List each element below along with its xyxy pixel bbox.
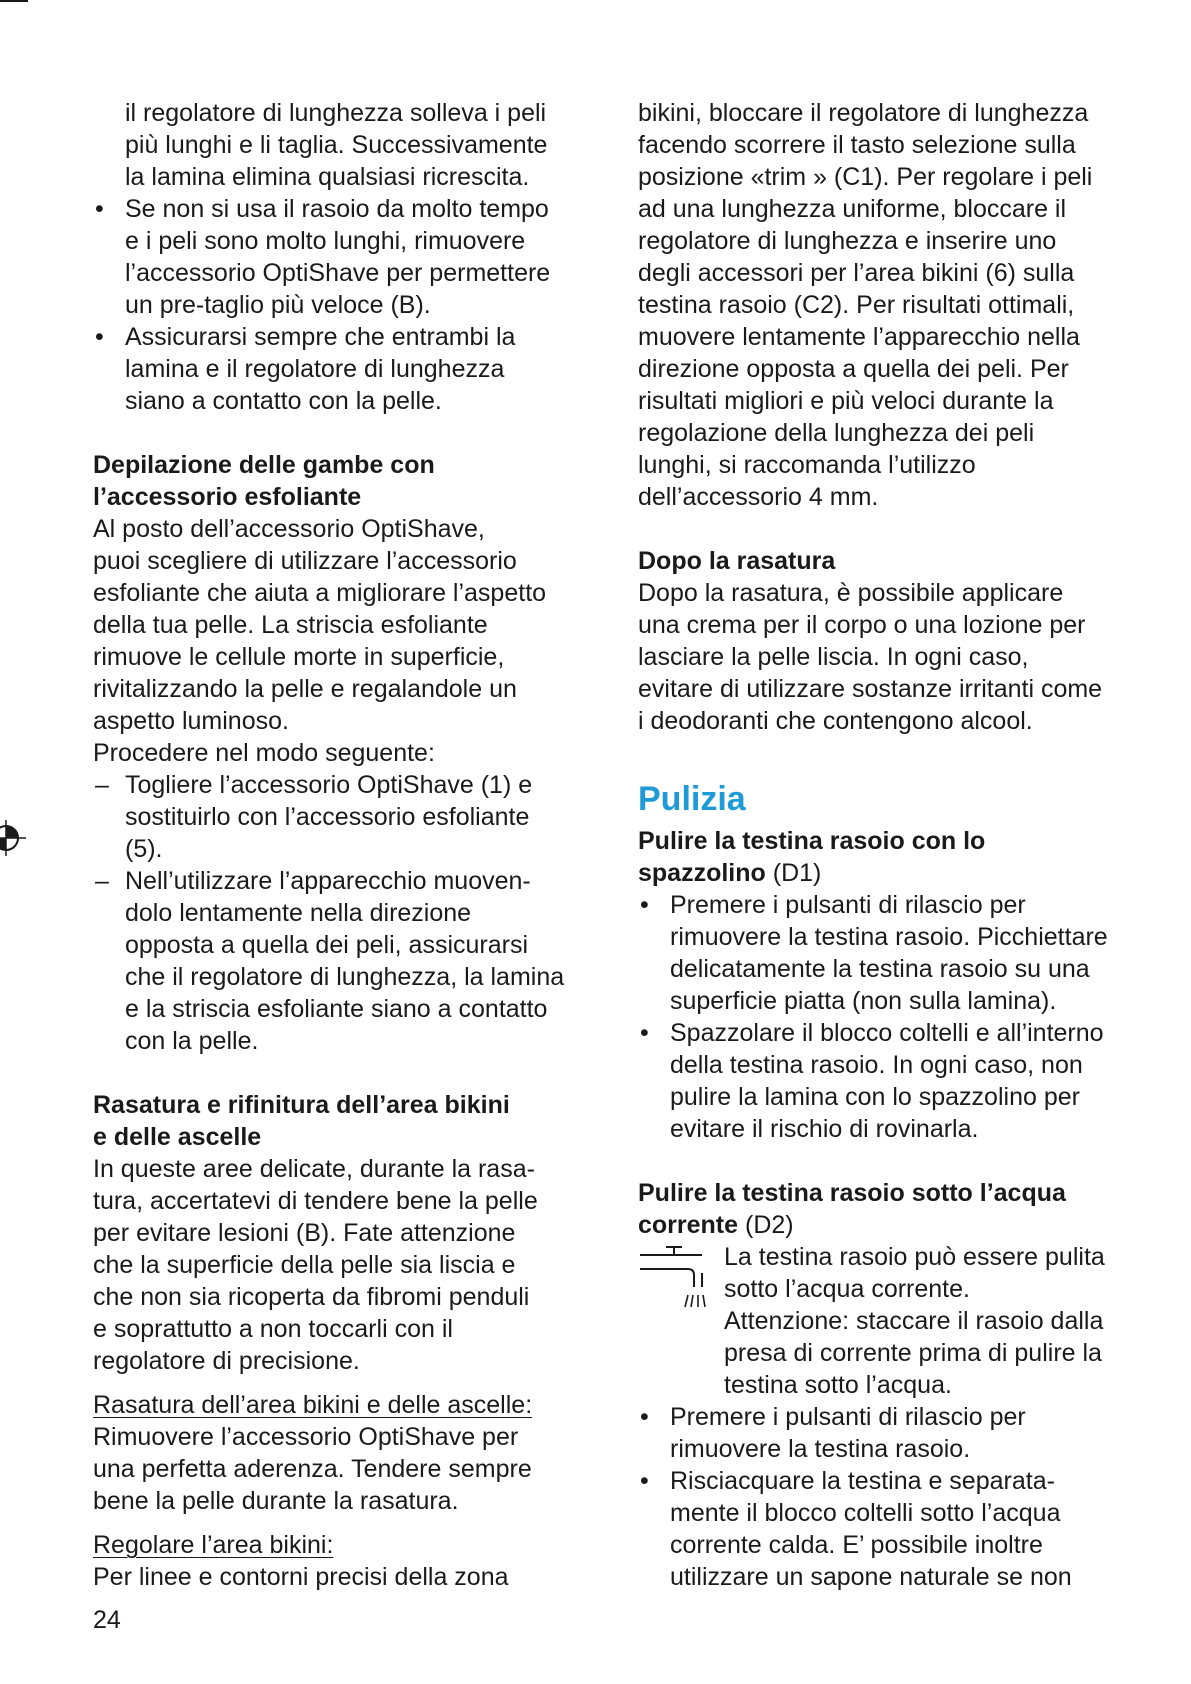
text-line: sostituirlo con l’accessorio esfoliante	[125, 803, 530, 831]
text-line: che la superficie della pelle sia liscia e	[93, 1251, 516, 1279]
text-line: posizione «trim » (C1). Per regolare i peli	[638, 163, 1093, 191]
text-line: rimuovere la testina rasoio. Picchiettare	[670, 923, 1108, 951]
spacer	[93, 417, 613, 449]
text-line: corrente calda. E’ possibile inoltre	[670, 1531, 1043, 1559]
text-line: La testina rasoio può essere pulita	[724, 1243, 1105, 1271]
text-line: Attenzione: staccare il rasoio dalla	[724, 1307, 1104, 1335]
list-item	[93, 769, 613, 865]
text-line: testina sotto l’acqua.	[724, 1371, 952, 1399]
bullet-list	[93, 193, 613, 417]
text-line: delicatamente la testina rasoio su una	[670, 955, 1090, 983]
text-line: direzione opposta a quella dei peli. Per	[638, 355, 1069, 383]
list-item	[93, 321, 613, 417]
text-line: regolazione della lunghezza dei peli	[638, 419, 1035, 447]
text-line: Premere i pulsanti di rilascio per	[670, 1403, 1026, 1431]
faucet-icon	[638, 1245, 714, 1317]
text-line: evitare il rischio di rovinarla.	[670, 1115, 979, 1143]
text-line: Spazzolare il blocco coltelli e all’interno	[670, 1019, 1104, 1047]
section-title: Pulizia	[638, 780, 746, 818]
text-line: e la striscia esfoliante siano a contatto	[125, 995, 548, 1023]
text-line: la lamina elimina qualsiasi ricrescita.	[125, 163, 530, 191]
heading-line: Pulire la testina rasoio sotto l’acqua	[638, 1179, 1066, 1207]
text-line: degli accessori per l’area bikini (6) sulla	[638, 259, 1075, 287]
after-shave-heading: Dopo la rasatura	[638, 547, 836, 575]
spacer	[638, 513, 1158, 545]
text-line: e i peli sono molto lunghi, rimuovere	[125, 227, 526, 255]
heading-line: corrente	[638, 1211, 739, 1239]
water-heading	[638, 1177, 1158, 1241]
bullet-marker: •	[640, 1403, 649, 1431]
left-column	[93, 97, 613, 1593]
text-line: Togliere l’accessorio OptiShave (1) e	[125, 771, 533, 799]
text-line: puoi scegliere di utilizzare l’accessorio	[93, 547, 517, 575]
text-line: Procedere nel modo seguente:	[93, 739, 435, 767]
heading-line: spazzolino	[638, 859, 766, 887]
text-line: esfoliante che aiuta a migliorare l’aspetto	[93, 579, 547, 607]
registration-mark-icon	[0, 818, 26, 858]
text-line: risultati migliori e più veloci durante la	[638, 387, 1054, 415]
crop-mark	[0, 0, 28, 2]
trim-subheading: Regolare l’area bikini:	[93, 1531, 334, 1559]
text-line: aspetto luminoso.	[93, 707, 289, 735]
text-line: Per linee e contorni precisi della zona	[93, 1563, 509, 1591]
text-line: Rimuovere l’accessorio OptiShave per	[93, 1423, 519, 1451]
text-line: della tua pelle. La striscia esfoliante	[93, 611, 488, 639]
text-line: un pre-taglio più veloce (B).	[125, 291, 431, 319]
spacer	[93, 1057, 613, 1089]
heading-line: Depilazione delle gambe con	[93, 451, 435, 479]
intro-text	[93, 97, 613, 193]
bullet-marker: •	[640, 1019, 649, 1047]
text-line: Al posto dell’accessorio OptiShave,	[93, 515, 485, 543]
text-line: opposta a quella dei peli, assicurarsi	[125, 931, 529, 959]
text-line: lunghi, si raccomanda l’utilizzo	[638, 451, 976, 479]
dash-marker: –	[95, 771, 109, 799]
figure-ref: (D1)	[765, 859, 822, 887]
spacer	[93, 1517, 613, 1529]
text-line: siano a contatto con la pelle.	[125, 387, 442, 415]
text-line: una perfetta aderenza. Tendere sempre	[93, 1455, 532, 1483]
page-number: 24	[93, 1606, 121, 1634]
text-line: Premere i pulsanti di rilascio per	[670, 891, 1026, 919]
text-line: rivitalizzando la pelle e regalandole un	[93, 675, 517, 703]
brush-heading	[638, 825, 1158, 889]
exfoliant-heading	[93, 449, 613, 513]
figure-ref: (D2)	[738, 1211, 794, 1239]
shave-body	[93, 1421, 613, 1517]
heading-line: e delle ascelle	[93, 1123, 262, 1151]
shave-subheading: Rasatura dell’area bikini e delle ascelle:	[93, 1391, 533, 1419]
list-item	[638, 1401, 1158, 1465]
text-line: ad una lunghezza uniforme, bloccare il	[638, 195, 1067, 223]
text-line: bene la pelle durante la rasatura.	[93, 1487, 459, 1515]
list-item	[638, 1017, 1158, 1145]
text-line: dell’accessorio 4 mm.	[638, 483, 879, 511]
text-line: presa di corrente prima di pulire la	[724, 1339, 1102, 1367]
text-line: superficie piatta (non sulla lamina).	[670, 987, 1057, 1015]
text-line: Assicurarsi sempre che entrambi la	[125, 323, 516, 351]
text-line: per evitare lesioni (B). Fate attenzione	[93, 1219, 516, 1247]
list-item	[93, 865, 613, 1057]
text-line: facendo scorrere il tasto selezione sulla	[638, 131, 1076, 159]
text-line: (5).	[125, 835, 163, 863]
text-line: lasciare la pelle liscia. In ogni caso,	[638, 643, 1029, 671]
text-line: testina rasoio (C2). Per risultati ottimali,	[638, 291, 1075, 319]
bullet-list	[638, 889, 1158, 1145]
bikini-heading	[93, 1089, 613, 1153]
text-line: utilizzare un sapone naturale se non	[670, 1563, 1072, 1591]
text-line: che non sia ricoperta da fibromi penduli	[93, 1283, 530, 1311]
text-line: pulire la lamina con lo spazzolino per	[670, 1083, 1080, 1111]
text-line: della testina rasoio. In ogni caso, non	[670, 1051, 1083, 1079]
list-item	[638, 1465, 1158, 1593]
heading-line: Pulire la testina rasoio con lo	[638, 827, 986, 855]
text-line: sotto l’acqua corrente.	[724, 1275, 970, 1303]
spacer	[93, 1377, 613, 1389]
exfoliant-body	[93, 513, 613, 769]
text-line: una crema per il corpo o una lozione per	[638, 611, 1086, 639]
text-line: Se non si usa il rasoio da molto tempo	[125, 195, 549, 223]
bullet-marker: •	[640, 1467, 649, 1495]
text-line: i deodoranti che contengono alcool.	[638, 707, 1033, 735]
text-line: tura, accertatevi di tendere bene la pelle	[93, 1187, 538, 1215]
text-line: più lunghi e li taglia. Successivamente	[125, 131, 548, 159]
bullet-list	[638, 1401, 1158, 1593]
heading-line: Rasatura e rifinitura dell’area bikini	[93, 1091, 510, 1119]
text-line: regolatore di precisione.	[93, 1347, 360, 1375]
heading-line: l’accessorio esfoliante	[93, 483, 362, 511]
text-line: In queste aree delicate, durante la rasa-	[93, 1155, 535, 1183]
dash-list	[93, 769, 613, 1057]
text-line: il regolatore di lunghezza solleva i peli	[125, 99, 547, 127]
text-line: regolatore di lunghezza e inserire uno	[638, 227, 1057, 255]
list-item	[638, 889, 1158, 1017]
text-line: mente il blocco coltelli sotto l’acqua	[670, 1499, 1061, 1527]
text-line: bikini, bloccare il regolatore di lunghezza	[638, 99, 1089, 127]
bullet-marker: •	[640, 891, 649, 919]
text-line: e soprattutto a non toccarli con il	[93, 1315, 453, 1343]
dash-marker: –	[95, 867, 109, 895]
intro-text	[638, 97, 1158, 513]
text-line: l’accessorio OptiShave per permettere	[125, 259, 551, 287]
text-line: con la pelle.	[125, 1027, 259, 1055]
after-shave-body	[638, 577, 1158, 737]
right-column	[638, 97, 1158, 1593]
water-note	[638, 1241, 1158, 1401]
text-line: rimuovere la testina rasoio.	[670, 1435, 971, 1463]
text-line: lamina e il regolatore di lunghezza	[125, 355, 505, 383]
text-line: Dopo la rasatura, è possibile applicare	[638, 579, 1064, 607]
list-item	[93, 193, 613, 321]
bikini-body	[93, 1153, 613, 1377]
bullet-marker: •	[95, 195, 104, 223]
text-line: che il regolatore di lunghezza, la lamina	[125, 963, 565, 991]
spacer	[638, 1145, 1158, 1177]
bullet-marker: •	[95, 323, 104, 351]
text-line: rimuove le cellule morte in superficie,	[93, 643, 505, 671]
text-line: evitare di utilizzare sostanze irritanti come	[638, 675, 1103, 703]
text-line: Nell’utilizzare l’apparecchio muoven-	[125, 867, 531, 895]
text-line: Risciacquare la testina e separata-	[670, 1467, 1055, 1495]
text-line: muovere lentamente l’apparecchio nella	[638, 323, 1080, 351]
text-line: dolo lentamente nella direzione	[125, 899, 472, 927]
